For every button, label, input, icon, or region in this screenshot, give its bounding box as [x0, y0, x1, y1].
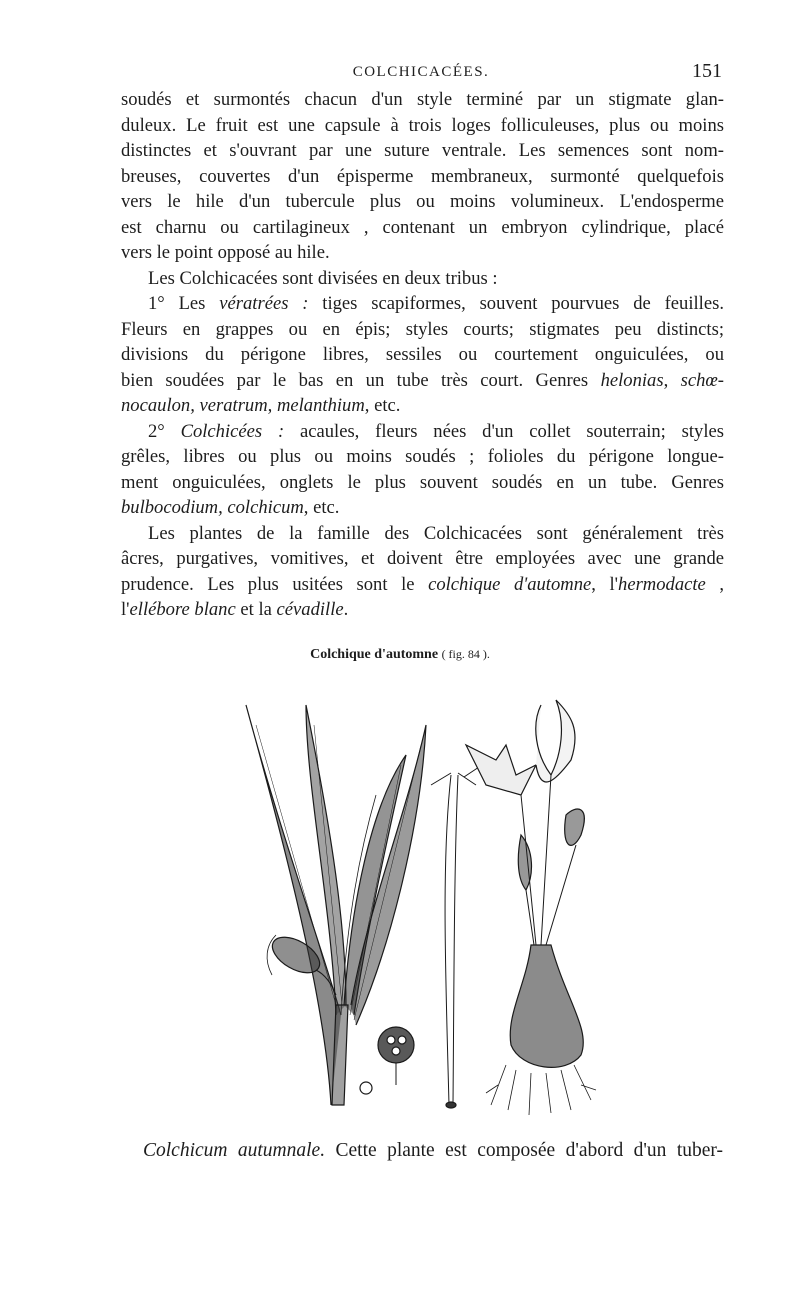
text-line: est charnu ou cartilagineux , contenant un embryon cylindrique, placé	[121, 216, 724, 238]
tribe-name: vératrées :	[219, 293, 309, 314]
page-number: 151	[692, 60, 722, 82]
text-line: Les Colchicacées sont divisées en deux tribus :	[148, 267, 498, 289]
running-head	[120, 60, 722, 86]
text-line: Les plantes de la famille des Colchicacées sont généralement très	[148, 522, 724, 544]
figure-reference: ( fig. 84 ).	[441, 647, 490, 661]
figure-title: Colchique d'automne	[310, 647, 439, 662]
text-line: distinctes et s'ouvrant par une suture ventrale. Les semences sont nom-	[121, 140, 724, 161]
figure-caption	[0, 647, 800, 663]
text-line: soudés et surmontés chacun d'un style terminé par un stigmate glan-	[121, 89, 724, 110]
text-line: grêles, libres ou plus ou moins soudés ; folioles du périgone longue-	[121, 446, 724, 467]
text-line: Fleurs en grappes ou en épis; styles courts; stigmates peu distincts;	[121, 318, 724, 340]
species-name: Colchicum autumnale.	[143, 1140, 326, 1161]
text-line: duleux. Le fruit est une capsule à trois loges folliculeuses, plus ou moins	[121, 114, 724, 136]
continued-text-line: Colchicum autumnale. Cette plante est composée d'abord d'un tuber-	[143, 1140, 723, 1161]
text-line: bien soudées par le bas en un tube très court. Genres helonias, schœ-	[121, 369, 724, 391]
text-line: breuses, couvertes d'un épisperme membraneux, surmonté quelquefois	[121, 165, 724, 187]
flower-cluster	[466, 700, 584, 945]
ovary-section	[360, 1027, 414, 1094]
bulb-and-roots	[486, 945, 596, 1115]
tribe-name: Colchicées :	[180, 420, 285, 442]
style-organ	[431, 765, 482, 1108]
text-line: divisions du périgone libres, sessiles ou courtement onguiculées, ou	[121, 344, 724, 365]
text-line: ment onguiculées, onglets le plus souvent soudés en un tube. Genres	[121, 471, 724, 493]
colchicum-illustration	[236, 685, 636, 1125]
text-line: âcres, purgatives, vomitives, et doivent être employées avec une grande	[121, 548, 724, 569]
running-title: COLCHICACÉES.	[352, 64, 490, 80]
text-line: 2° Colchicées : acaules, fleurs nées d'un collet souterrain; styles	[148, 420, 724, 442]
text-line: vers le hile d'un tubercule plus ou moins volumineux. L'endosperme	[121, 191, 724, 212]
text-line: bulbocodium, colchicum, etc.	[121, 497, 340, 518]
text-line: prudence. Les plus usitées sont le colchique d'automne, l'hermodacte ,	[121, 573, 724, 595]
text-line: vers le point opposé au hile.	[121, 242, 330, 263]
text-line: 1° Les vératrées : tiges scapiformes, souvent pourvues de feuilles.	[148, 293, 724, 314]
text-line: l'ellébore blanc et la cévadille.	[121, 599, 349, 620]
text-line: nocaulon, veratrum, melanthium, etc.	[121, 395, 401, 416]
body-text	[121, 87, 724, 623]
